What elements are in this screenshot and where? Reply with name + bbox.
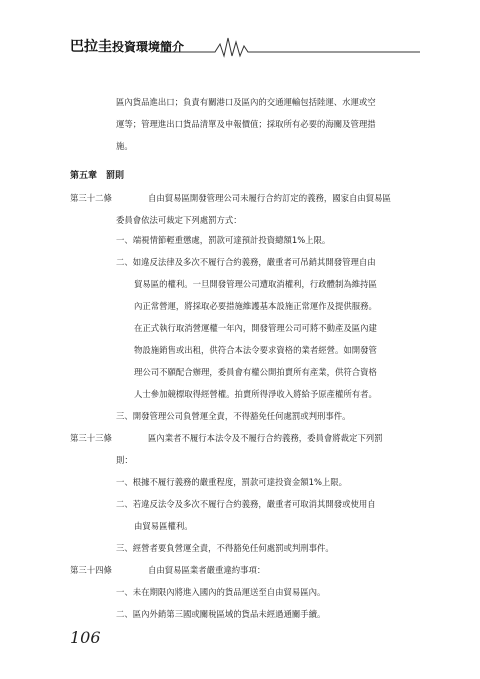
text-line: 在正式執行取消營運權一年內，開發管理公司可將不動產及區內建 (134, 323, 377, 333)
list-item: 二、若違反法令及多次不履行合約義務，嚴重者可取消其開發或使用自 (116, 499, 376, 509)
article-label: 第三十二條 (70, 193, 112, 203)
text-line: 施。 (116, 141, 133, 151)
text-line: 自由貿易區開發管理公司未履行合約訂定的義務，國家自由貿易區 (148, 193, 391, 203)
text-line: 人士參加競標取得經營權。拍賣所得淨收入將給予原產權所有者。 (134, 389, 377, 399)
header-title-small: 投資環境簡介 (112, 40, 185, 54)
text-line: 委員會依法可裁定下列處罰方式： (116, 215, 242, 225)
page-number: 106 (70, 628, 101, 647)
header-title-big: 巴拉圭 (70, 39, 112, 55)
text-line: 則： (116, 455, 133, 465)
chapter-heading: 第五章 罰則 (70, 171, 125, 181)
article-label: 第三十三條 (70, 433, 112, 443)
text-line: 區內貨品進出口；負責有關港口及區內的交通運輸包括陸運、水運或空 (116, 97, 376, 107)
list-item: 二、區內外銷第三國或關稅區域的貨品未經過通關手續。 (116, 609, 326, 619)
text-line: 區內業者不履行本法令及不履行合約義務，委員會將裁定下列罰 (148, 433, 383, 443)
list-item: 三、開發管理公司負營運全責，不得豁免任何處罰或判刑事件。 (116, 411, 351, 421)
list-item: 三、經營者要負營運全責，不得豁免任何處罰或判刑事件。 (116, 543, 334, 553)
text-line: 內正常營運，將採取必要措施維護基本設施正常運作及提供服務。 (134, 301, 377, 311)
text-line: 由貿易區權利。 (134, 521, 193, 531)
list-item: 二、如違反法律及多次不履行合約義務，嚴重者可吊銷其開發管理自由 (116, 257, 376, 267)
list-item: 一、根據不履行義務的嚴重程度，罰款可達投資金額1%上限。 (116, 477, 348, 487)
list-item: 一、端視情節輕重懲處，罰款可達預計投資總額1%上限。 (116, 235, 331, 245)
list-item: 一、未在期限內將進入國內的貨品運送至自由貿易區內。 (116, 587, 326, 597)
text-line: 自由貿易區業者嚴重違約事項： (148, 565, 266, 575)
text-line: 理公司不願配合辦理，委員會有權公開拍賣所有產業，供符合資格 (134, 367, 377, 377)
text-line: 物設施銷售或出租，供符合本法令要求資格的業者經營。如開發管 (134, 345, 377, 355)
article-label: 第三十四條 (70, 565, 112, 575)
text-line: 運等；管理進出口貨品清單及申報價值；採取所有必要的海關及管理措 (116, 119, 376, 129)
text-line: 貿易區的權利。一旦開發管理公司遭取消權利，行政體制為維持區 (134, 279, 377, 289)
